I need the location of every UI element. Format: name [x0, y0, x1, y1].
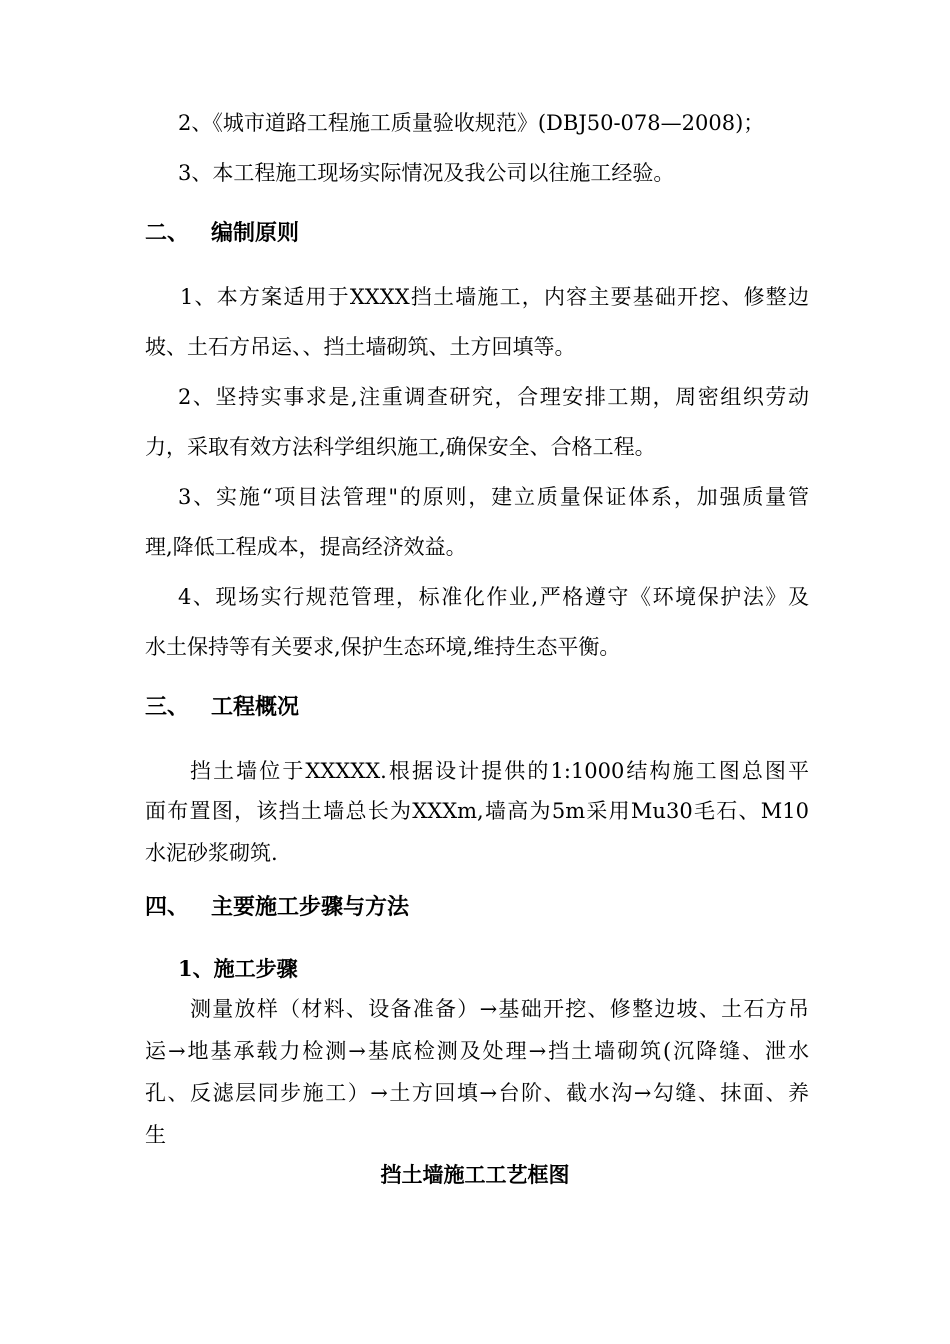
principle-3-line-2: 理,降低工程成本，提高经济效益。	[145, 535, 467, 559]
reference-item-2: 2、《城市道路工程施工质量验收规范》(DBJ50-078—2008)；	[178, 111, 765, 135]
section-heading-2	[145, 218, 299, 248]
section-number: 四、	[145, 894, 190, 920]
principle-2-line-1: 2、坚持实事求是,注重调查研究，合理安排工期，周密组织劳动	[178, 385, 809, 409]
overview-line-1: 挡土墙位于XXXXX.根据设计提供的1:1000结构施工图总图平	[190, 759, 809, 783]
overview-line-2: 面布置图，该挡土墙总长为XXXm,墙高为5m采用Mu30毛石、M10	[145, 799, 809, 823]
section-title: 编制原则	[211, 220, 300, 246]
figure-caption: 挡土墙施工工艺框图	[380, 1162, 570, 1187]
flow-line-3: 孔、反滤层同步施工）→土方回填→台阶、截水沟→勾缝、抹面、养	[145, 1081, 809, 1105]
subsection-heading: 1、施工步骤	[178, 956, 298, 981]
section-heading-3	[145, 692, 299, 722]
flow-line-4: 生	[145, 1123, 166, 1147]
principle-1-line-2: 坡、土石方吊运、、挡土墙砌筑、土方回填等。	[145, 335, 576, 359]
section-heading-4	[145, 892, 409, 922]
principle-4-line-1: 4、现场实行规范管理，标准化作业,严格遵守《环境保护法》及	[178, 585, 809, 609]
overview-line-3: 水泥砂浆砌筑.	[145, 841, 278, 865]
principle-4-line-2: 水土保持等有关要求,保护生态环境,维持生态平衡。	[145, 635, 621, 659]
principle-3-line-1: 3、实施“项目法管理"的原则，建立质量保证体系，加强质量管	[178, 485, 809, 509]
section-number: 三、	[145, 694, 190, 720]
section-number: 二、	[145, 220, 190, 246]
section-title: 工程概况	[211, 694, 300, 720]
flow-line-1: 测量放样（材料、设备准备）→基础开挖、修整边坡、土石方吊	[190, 997, 809, 1021]
flow-line-2: 运→地基承载力检测→基底检测及处理→挡土墙砌筑(沉降缝、泄水	[145, 1039, 809, 1063]
reference-item-3: 3、本工程施工现场实际情况及我公司以往施工经验。	[178, 161, 675, 185]
section-title: 主要施工步骤与方法	[211, 894, 410, 920]
principle-1-line-1: 1、本方案适用于XXXX挡土墙施工，内容主要基础开挖、修整边	[180, 285, 809, 309]
principle-2-line-2: 力，采取有效方法科学组织施工,确保安全、合格工程。	[145, 435, 656, 459]
